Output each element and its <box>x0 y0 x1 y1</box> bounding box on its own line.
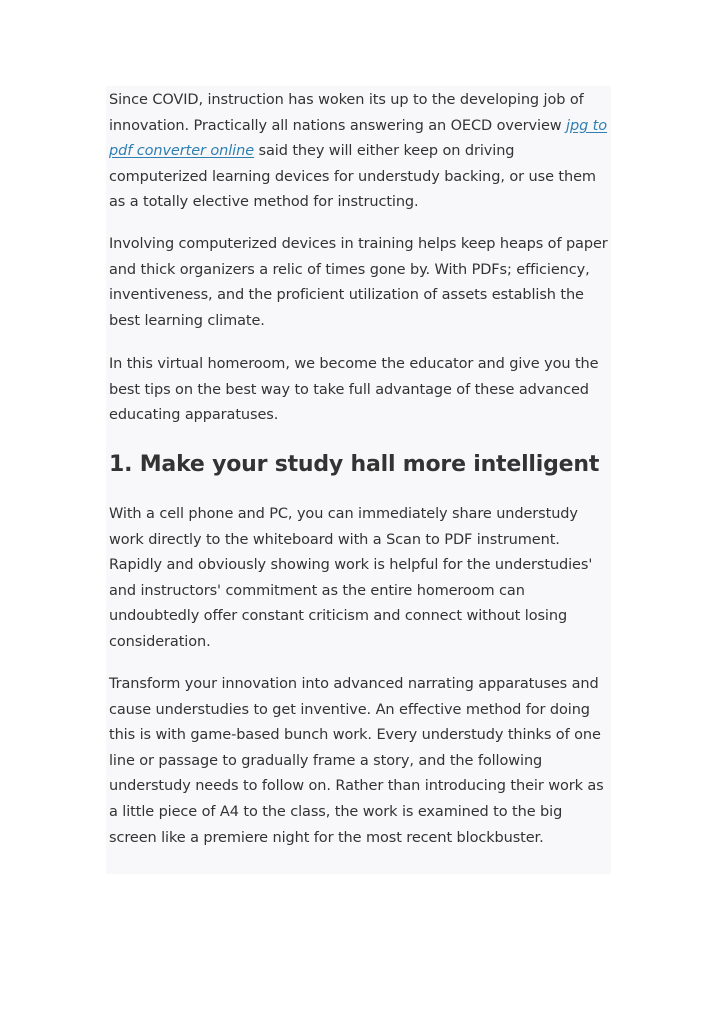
jpg-to-pdf-link[interactable]: jpg to pdf converter online <box>109 117 608 160</box>
section-heading: 1. Make your study hall more intelligent <box>109 452 600 477</box>
paragraph-virtual-homeroom: In this virtual homeroom, we become the educator and give you the best tips on the best way to take full advantage of these advanced educating apparatuses. <box>109 356 599 424</box>
paragraph-intro-text-before: Since COVID, instruction has woken its up to the developing job of innovation. Practically all nations answering an OECD overview <box>109 92 584 134</box>
paragraph-digital-tools: Involving computerized devices in training helps keep heaps of paper and thick organizers a relic of times gone by. With PDFs; efficiency, inventiveness, and the proficient utilization of assets establish the best learning climate. <box>109 236 608 329</box>
paragraph-intro <box>109 88 609 216</box>
paragraph-whiteboard: With a cell phone and PC, you can immediately share understudy work directly to the whiteboard with a Scan to PDF instrument. Rapidly and obviously showing work is helpful for the understudies' and instructors' commitment as the entire homeroom can undoubtedly offer constant criticism and connect without losing consideration. <box>109 506 593 650</box>
paragraph-intro-text-after: said they will either keep on driving computerized learning devices for understudy backing, or use them as a totally elective method for instructing. <box>109 143 596 211</box>
paragraph-storytelling: Transform your innovation into advanced narrating apparatuses and cause understudies to get inventive. An effective method for doing this is with game-based bunch work. Every understudy thinks of one line or passage to gradually frame a story, and the following understudy needs to follow on. Rather than introducing their work as a little piece of A4 to the class, the work is examined to the big screen like a premiere night for the most recent blockbuster. <box>109 676 604 846</box>
